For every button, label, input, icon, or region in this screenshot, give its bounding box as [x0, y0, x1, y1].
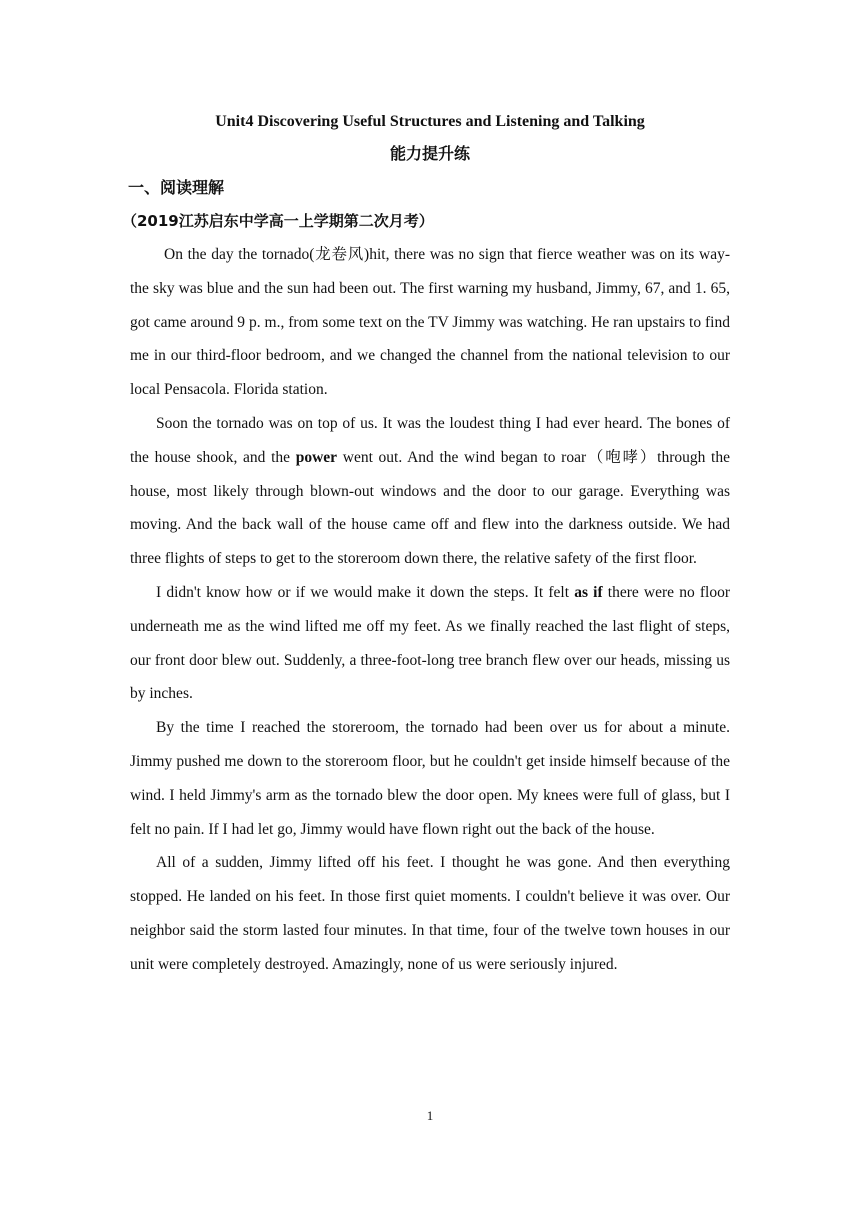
- passage-paragraph: [130, 407, 730, 576]
- paragraph-text: I didn't know how or if we would make it down the steps. It felt: [156, 583, 575, 601]
- section-heading: 一、阅读理解: [128, 178, 225, 197]
- passage-paragraph: [130, 238, 730, 407]
- paragraph-text: went out. And the wind began to roar（咆哮）through the house, most likely through blown-out windows and the door to our garage. Everything was moving. And the back wall of the house came off and flew into the darkness outside. We had three flights of steps to get to the storeroom down there, the relative safety of the first floor.: [130, 448, 730, 568]
- passage-paragraph: [130, 576, 730, 711]
- source-note: （2019江苏启东中学高一上学期第二次月考）: [122, 212, 434, 230]
- passage-paragraph: [130, 846, 730, 981]
- reading-passage: [130, 238, 730, 982]
- document-subtitle: 能力提升练: [389, 144, 470, 163]
- paragraph-text: there were no floor underneath me as the wind lifted me off my feet. As we finally reached the last flight of steps, our front door blew out. Suddenly, a three-foot-long tree branch flew over our heads, missing us by inches.: [130, 583, 730, 703]
- document-title: Unit4 Discovering Useful Structures and Listening and Talking: [215, 113, 645, 130]
- bold-term: as if: [574, 583, 603, 601]
- passage-paragraph: [130, 711, 730, 846]
- document-page: [122, 108, 730, 982]
- paragraph-text: On the day the tornado(龙卷风)hit, there was no sign that fierce weather was on its way-the sky was blue and the sun had been out. The first warning my husband, Jimmy, 67, and 1. 65, got came around 9 p. m., from some text on the TV Jimmy was watching. He ran upstairs to find me in our third-floor bedroom, and we changed the channel from the national television to our local Pensacola. Florida station.: [130, 246, 730, 399]
- paragraph-text: Soon the tornado was on top of us. It was the loudest thing I had ever heard. The bones of the house shook, and the: [130, 414, 730, 466]
- paragraph-text: All of a sudden, Jimmy lifted off his feet. I thought he was gone. And then everything stopped. He landed on his feet. In those first quiet moments. I couldn't believe it was over. Our neighbor said the storm lasted four minutes. In that time, four of the twelve town houses in our unit were completely destroyed. Amazingly, none of us were seriously injured.: [130, 854, 730, 973]
- paragraph-text: By the time I reached the storeroom, the tornado had been over us for about a minute. Jimmy pushed me down to the storeroom floor, but he couldn't get inside himself because of the wind. I held Jimmy's arm as the tornado blew the door open. My knees were full of glass, but I felt no pain. If I had let go, Jimmy would have flown right out the back of the house.: [130, 719, 730, 838]
- page-number: 1: [426, 1108, 434, 1123]
- bold-term: power: [295, 448, 338, 466]
